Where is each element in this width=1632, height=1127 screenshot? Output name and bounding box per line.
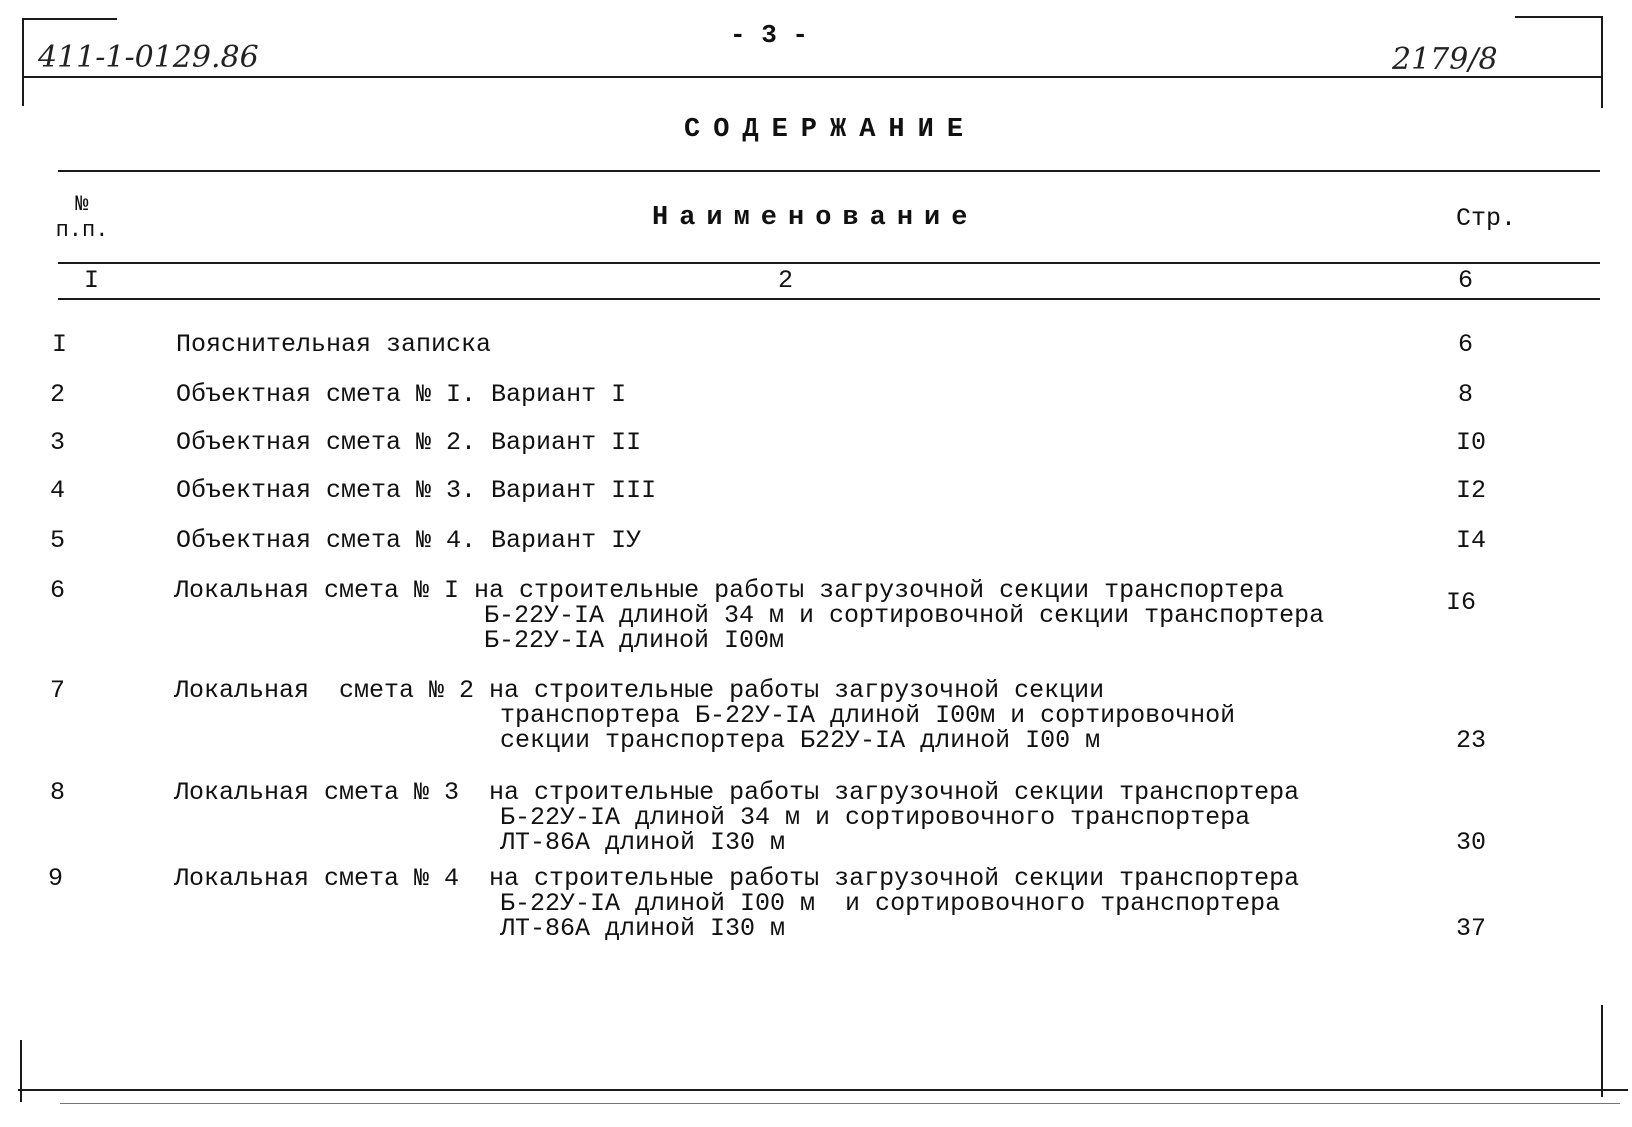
page-number: - 3 - bbox=[730, 20, 809, 50]
sheet-code: 2179/8 bbox=[1392, 42, 1498, 77]
frame-left-bottom bbox=[20, 1040, 22, 1102]
frame-top-rule bbox=[22, 76, 1602, 78]
row-name-line: Локальная смета № 2 на строительные работы загрузочной секции bbox=[174, 676, 1105, 705]
row-page: I4 bbox=[1456, 526, 1487, 555]
row-num: 9 bbox=[48, 864, 64, 893]
row-page: 30 bbox=[1456, 828, 1487, 857]
row-page: 6 bbox=[1458, 330, 1474, 359]
row-name-line: Б-22У-IА длиной I00м bbox=[484, 626, 785, 655]
row-name-line: Локальная смета № 4 на строительные работы загрузочной секции транспортера bbox=[174, 864, 1300, 893]
row-name-line: Б-22У-IА длиной I00 м и сортировочного транспортера bbox=[500, 889, 1281, 918]
row-name-line: секции транспортера Б22У-IА длиной I00 м bbox=[500, 726, 1101, 755]
colnum-2: 2 bbox=[778, 266, 794, 295]
row-name-line: ЛТ-86А длиной I30 м bbox=[500, 914, 786, 943]
row-page: I6 bbox=[1446, 588, 1477, 617]
row-page: I2 bbox=[1456, 476, 1487, 505]
row-name-line: Объектная смета № I. Вариант I bbox=[176, 380, 627, 409]
row-num: 2 bbox=[50, 380, 66, 409]
row-num: 7 bbox=[50, 676, 66, 705]
row-page: 37 bbox=[1456, 914, 1487, 943]
row-name-line: ЛТ-86А длиной I30 м bbox=[500, 828, 786, 857]
page-title: СОДЕРЖАНИЕ bbox=[684, 115, 977, 145]
colnum-1: I bbox=[84, 266, 100, 295]
row-name-line: Объектная смета № 3. Вариант III bbox=[176, 476, 657, 505]
frame-right-top bbox=[1601, 16, 1603, 108]
frame-bottom-rule-2 bbox=[60, 1103, 1620, 1104]
frame-top-left bbox=[22, 18, 117, 20]
row-page: 23 bbox=[1456, 726, 1487, 755]
row-name-line: Объектная смета № 2. Вариант II bbox=[176, 428, 642, 457]
row-name-line: транспортера Б-22У-IА длиной I00м и сортировочной bbox=[500, 701, 1236, 730]
frame-right-bottom bbox=[1601, 1005, 1603, 1097]
table-rule-colnum-bottom bbox=[58, 298, 1600, 300]
row-name-line: Локальная смета № 3 на строительные работы загрузочной секции транспортера bbox=[174, 778, 1300, 807]
colnum-3: 6 bbox=[1458, 266, 1474, 295]
row-name-line: Б-22У-IА длиной 34 м и сортировочной секции транспортера bbox=[484, 601, 1325, 630]
frame-top-right bbox=[1515, 16, 1603, 18]
doc-code: 411-1-0129.86 bbox=[38, 40, 259, 75]
table-rule-top bbox=[58, 170, 1600, 172]
row-num: 6 bbox=[50, 576, 66, 605]
row-num: 3 bbox=[50, 428, 66, 457]
row-num: I bbox=[52, 330, 68, 359]
header-name: Наименование bbox=[652, 203, 979, 233]
row-num: 5 bbox=[50, 526, 66, 555]
row-name-line: Б-22У-IА длиной 34 м и сортировочного транспортера bbox=[500, 803, 1251, 832]
row-name-line: Объектная смета № 4. Вариант IУ bbox=[176, 526, 642, 555]
row-name-line: Пояснительная записка bbox=[176, 330, 492, 359]
header-num: № п.п. bbox=[55, 192, 109, 243]
frame-left-top bbox=[22, 18, 24, 106]
header-page: Стр. bbox=[1456, 204, 1517, 233]
row-name-line: Локальная смета № I на строительные работы загрузочной секции транспортера bbox=[174, 576, 1285, 605]
row-page: 8 bbox=[1458, 380, 1474, 409]
table-rule-header-bottom bbox=[58, 262, 1600, 264]
row-num: 4 bbox=[50, 476, 66, 505]
row-num: 8 bbox=[50, 778, 66, 807]
row-page: I0 bbox=[1456, 428, 1487, 457]
frame-bottom-rule bbox=[18, 1089, 1628, 1091]
